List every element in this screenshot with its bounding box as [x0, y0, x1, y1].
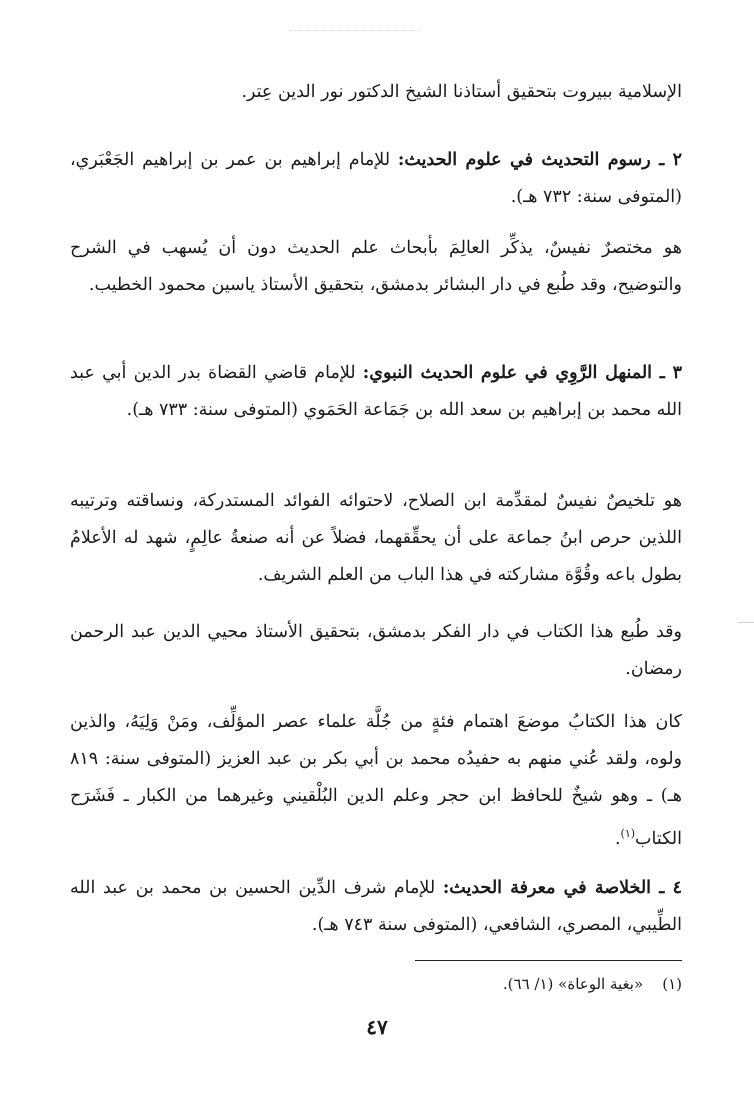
paragraph-1-text: الإسلامية ببيروت بتحقيق أستاذنا الشيخ الدكتور نور الدين عِتر.: [241, 82, 682, 102]
paragraph-8-text: للإمام شرف الدِّين الحسين بن محمد بن عبد الله الطِّيبي، المصري، الشافعي، (المتوفى سنة ٧٤٣ هـ).: [70, 878, 682, 935]
margin-tick: [738, 622, 754, 623]
paragraph-5-text: هو تلخيصٌ نفيسٌ لمقدِّمة ابن الصلاح، لاحتوائه الفوائد المستدركة، ونساقته وترتيبه اللذين حرص ابنُ جماعة على أن يحقِّقهما، فضلاً عن أنه صنعةُ عالِمٍ، شهد له الأعلامُ بطول باعه وقُوَّة مشاركته في هذا الباب من العلم الشريف.: [70, 491, 682, 585]
top-border-dots: [290, 30, 420, 31]
book-title-4: ٤ ـ الخلاصة في معرفة الحديث:: [442, 878, 682, 898]
paragraph-4-text: للإمام قاضي القضاة بدر الدين أبي عبد الله محمد بن إبراهيم بن سعد الله بن جَمَاعة الحَمَوي (المتوفى سنة: ٧٣٣ هـ).: [70, 363, 682, 420]
paragraph-7: [70, 704, 682, 858]
footnote: [503, 975, 682, 993]
paragraph-4: [70, 355, 682, 429]
footnote-text: «بغية الوعاة» (١/ ٦٦).: [502, 975, 644, 993]
paragraph-3: [70, 230, 682, 304]
footnote-marker: (١): [662, 975, 682, 993]
page-number: ٤٧: [366, 1015, 388, 1039]
book-title-2: ٢ ـ رسوم التحديث في علوم الحديث:: [397, 150, 683, 170]
paragraph-8: [70, 870, 682, 944]
footnote-divider: [415, 960, 682, 961]
paragraph-2: [70, 142, 682, 216]
paragraph-2-text: للإمام إبراهيم بن عمر بن إبراهيم الجَعْبَري، (المتوفى سنة: ٧٣٢ هـ).: [70, 150, 682, 207]
paragraph-5: [70, 483, 682, 594]
paragraph-6: [70, 614, 682, 688]
paragraph-1: [70, 74, 682, 111]
paragraph-7-text: كان هذا الكتابُ موضعَ اهتمام فئةٍ من جُلَّة علماء عصر المؤلِّف، ومَنْ وَلِيَهُ، والذين ولوه، ولقد عُني منهم به حفيدُه محمد بن أبي بكر بن عبد العزيز (المتوفى سنة: ٨١٩ هـ) ـ وهو شيخٌ للحافظ ابن حجر وعلم الدين البُلْقيني وغيرهما من الكبار ـ فَشَرَح الكتاب: [70, 712, 682, 849]
book-title-3: ٣ ـ المنهل الرَّوِي في علوم الحديث النبوي:: [362, 363, 682, 383]
paragraph-6-text: وقد طُبع هذا الكتاب في دار الفكر بدمشق، بتحقيق الأستاذ محيي الدين عبد الرحمن رمضان.: [70, 622, 682, 679]
paragraph-7-end: .: [614, 828, 621, 849]
paragraph-3-text: هو مختصرٌ نفيسٌ، يذكِّر العالِمَ بأبحاث علم الحديث دون أن يُسهب في الشرح والتوضيح، وقد طُبع في دار البشائر بدمشق، بتحقيق الأستاذ ياسين محمود الخطيب.: [70, 238, 682, 295]
footnote-reference[interactable]: (١): [620, 827, 636, 840]
